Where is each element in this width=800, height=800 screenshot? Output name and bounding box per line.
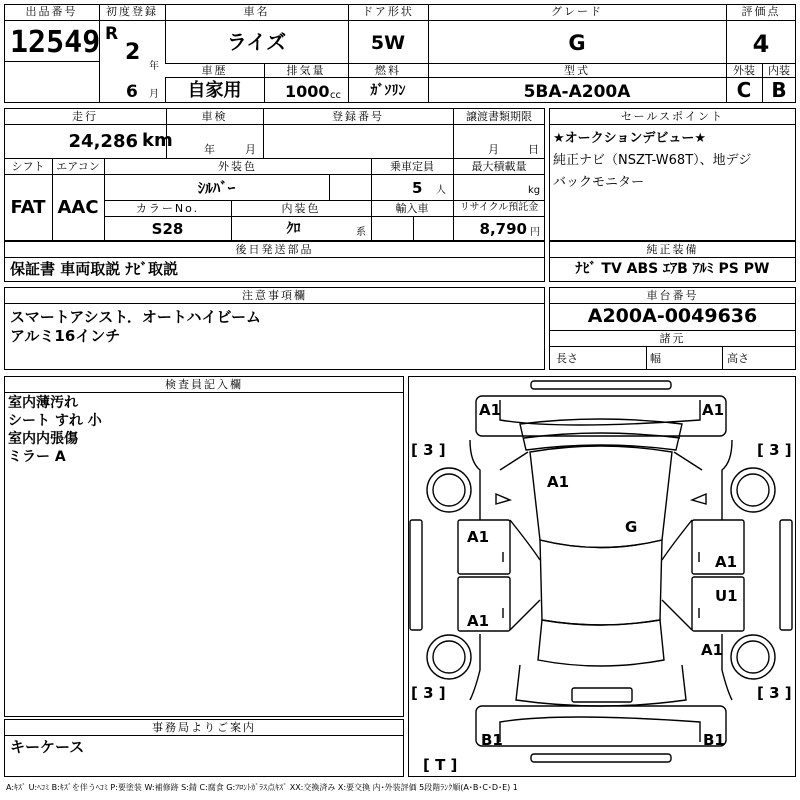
transfer-month-unit: 月 [488,143,499,156]
inspection-month-unit: 月 [245,143,256,156]
mileage-unit: km [142,130,173,151]
interior-grade: B [771,78,787,102]
shift-label: シフト [11,160,45,173]
dims-length-label: 長さ [556,352,578,365]
mark-fl-corner: A1 [479,401,502,419]
dims-width-label: 幅 [650,352,661,365]
tire-fl-tread: [ 3 ] [411,441,446,459]
reg-no-label: 登録番号 [332,110,384,123]
grade-label: グレード [551,5,603,18]
model-label: 型式 [564,64,590,77]
mileage: 24,286 [68,131,138,152]
inspector-line-1: 室内薄汚れ [8,395,78,411]
car-name: ライズ [226,30,287,54]
fuel-label: 燃料 [375,64,401,77]
displacement: 1000 [285,82,330,101]
dims-height-label: 高さ [727,352,749,365]
chassis-label: 車台番号 [646,289,699,302]
reg-month: 6 [126,82,138,102]
tire-rl-tread: [ 3 ] [411,684,446,702]
interior-color-label: 内装色 [281,202,321,215]
reg-month-unit: 月 [149,89,159,100]
office-note: キーケース [10,738,85,756]
mark-hood: A1 [547,473,570,491]
import-label: 輸入車 [395,202,429,215]
history-label: 車歴 [201,64,228,77]
mileage-label: 走行 [72,110,98,123]
reg-year-unit: 年 [149,61,159,72]
sales-point-line-1: ★オークションデビュー★ [553,131,707,146]
recycle-label: リサイクル預託金 [459,202,539,213]
tire-fr-tread: [ 3 ] [757,441,792,459]
model: 5BA-A200A [523,82,631,102]
first-reg-label: 初度登録 [106,5,158,18]
door-label: ドア形状 [362,5,414,18]
ac-label: エアコン [56,160,100,173]
ac: AAC [57,197,99,218]
mark-rear-left: B1 [481,731,503,749]
history: 自家用 [187,80,242,101]
capacity-label: 乗車定員 [390,160,434,173]
mark-right-front-door: A1 [715,553,738,571]
mark-right-quarter: A1 [701,641,724,659]
inspector-line-3: 室内内張傷 [8,431,78,447]
spare-tire-mark: [ T ] [423,756,458,774]
office-label: 事務局よりご案内 [152,721,256,734]
genuine-label: 純正装備 [646,243,699,256]
color: ｼﾙﾊﾞｰ [197,179,236,197]
color-no-label: カラーNo. [135,202,200,215]
legend: A:ｷｽﾞ U:ﾍｺﾐ B:ｷｽﾞを伴うﾍｺﾐ P:要塗装 W:補修跡 S:錆 C:腐食 G:ﾌﾛﾝﾄｶﾞﾗｽ点ｷｽﾞ XX:交換済み X:要交換 内･外装評価 5段階ﾗﾝｸ順(A･B･C･D･E) 1 [6,783,518,792]
fuel: ｶﾞｿﾘﾝ [370,83,406,99]
load-unit: kg [528,185,541,196]
inspection-label: 車検 [201,110,228,123]
lot-number: 12549 [10,25,101,60]
door-type: 5W [370,32,406,54]
exterior-grade: C [736,78,752,102]
lot-label: 出品番号 [25,5,78,18]
load-label: 最大積載量 [471,160,527,173]
inspection-year-unit: 年 [204,143,215,156]
tire-rr-tread: [ 3 ] [757,684,792,702]
mark-fr-corner: A1 [702,401,725,419]
sales-point-line-2: 純正ナビ（NSZT-W68T）、地デジ [553,153,752,168]
mark-left-rear-door: A1 [467,612,490,630]
exterior-label: 外装 [733,64,755,77]
displacement-label: 排気量 [286,64,326,77]
mark-rear-right: B1 [703,731,725,749]
displacement-unit: cc [330,90,341,101]
shift: FAT [10,197,46,218]
mark-windshield: G [625,518,638,536]
chassis-number: A200A-0049636 [587,305,758,327]
later-parts-label: 後日発送部品 [235,243,314,256]
transfer-day-unit: 日 [528,143,539,156]
inspector-line-4: ミラー A [8,449,66,465]
genuine-equipment: ﾅﾋﾞ TV ABS ｴｱB ｱﾙﾐ PS PW [575,261,770,277]
car-diagram [408,376,796,777]
recycle-unit: 円 [530,227,540,238]
color-label: 外装色 [218,160,257,173]
transfer-label: 譲渡書類期限 [466,110,532,123]
grade: G [568,31,586,55]
capacity-unit: 人 [436,185,446,196]
mark-right-rear-door: U1 [715,587,738,605]
recycle-fee: 8,790 [479,220,527,238]
interior-color-unit: 系 [356,227,366,238]
color-no: S28 [151,220,184,238]
capacity: 5 [412,179,423,197]
sales-point-line-3: バックモニター [553,175,645,190]
score-label: 評価点 [741,5,781,18]
notes-line-2: アルミ16インチ [10,327,121,345]
notes-line-1: スマートアシスト．オートハイビーム [10,308,261,326]
reg-year: 2 [125,40,141,65]
interior-label: 内装 [768,64,790,77]
era: R [105,24,119,44]
mark-left-front-door: A1 [467,528,490,546]
notes-label: 注意事項欄 [242,289,307,302]
inspector-label: 検査員記入欄 [165,378,243,391]
later-parts: 保証書 車両取説 ﾅﾋﾞ取説 [10,260,178,278]
interior-color: ｸﾛ [286,221,301,237]
sales-point-label: セールスポイント [620,110,724,123]
score: 4 [752,30,770,58]
inspector-line-2: シート すれ 小 [8,413,102,429]
car-name-label: 車名 [243,5,270,18]
dims-label: 諸元 [659,332,686,345]
